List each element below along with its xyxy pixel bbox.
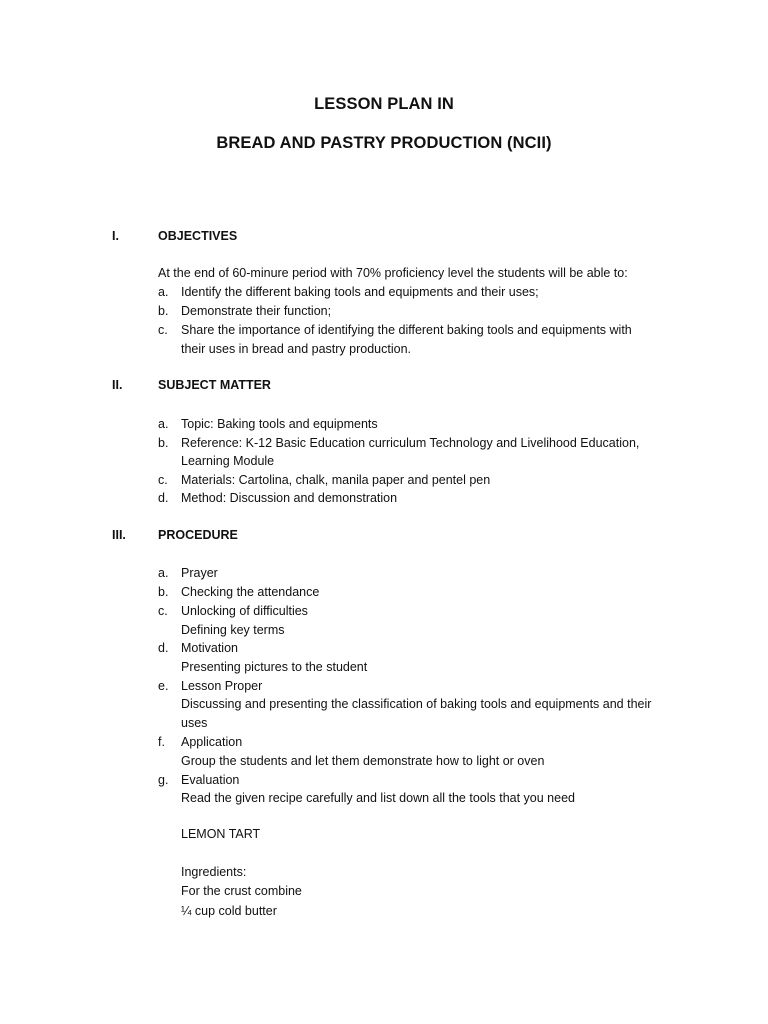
procedure-item-evaluation-detail: Read the given recipe carefully and list down all the tools that you need <box>181 791 575 805</box>
objectives-item-c-cont: their uses in bread and pastry production. <box>181 342 411 356</box>
subject-item-method: Method: Discussion and demonstration <box>181 491 398 505</box>
objectives-item-c: Share the importance of identifying the different baking tools and equipments with <box>181 323 632 337</box>
subject-item-reference-cont: Learning Module <box>181 454 275 468</box>
procedure-marker-a: a. <box>158 566 169 580</box>
subject-marker-d: d. <box>158 491 169 505</box>
procedure-marker-d: d. <box>158 641 169 655</box>
doc-title-line2: BREAD AND PASTRY PRODUCTION (NCII) <box>216 134 552 152</box>
section-heading-subject-matter: SUBJECT MATTER <box>158 378 271 392</box>
procedure-item-prayer: Prayer <box>181 566 218 580</box>
procedure-item-unlocking: Unlocking of difficulties <box>181 604 308 618</box>
objectives-marker-a: a. <box>158 285 169 299</box>
objectives-marker-b: b. <box>158 304 169 318</box>
recipe-name: LEMON TART <box>181 827 261 841</box>
procedure-item-motivation-detail: Presenting pictures to the student <box>181 660 368 674</box>
objectives-item-b: Demonstrate their function; <box>181 304 332 318</box>
section-heading-procedure: PROCEDURE <box>158 528 238 542</box>
subject-item-reference: Reference: K-12 Basic Education curriculum Technology and Livelihood Education, <box>181 436 640 450</box>
subject-marker-a: a. <box>158 417 169 431</box>
procedure-item-lesson-proper-detail: Discussing and presenting the classification of baking tools and equipments and their <box>181 697 652 711</box>
procedure-item-application-detail: Group the students and let them demonstrate how to light or oven <box>181 754 545 768</box>
procedure-marker-f: f. <box>158 735 165 749</box>
recipe-ingredient-line: For the crust combine <box>181 884 302 898</box>
procedure-item-unlocking-detail: Defining key terms <box>181 623 285 637</box>
section-numeral-procedure: III. <box>112 528 126 542</box>
doc-title-line1: LESSON PLAN IN <box>314 95 454 113</box>
recipe-ingredients-label: Ingredients: <box>181 865 247 879</box>
section-numeral-subject-matter: II. <box>112 378 123 392</box>
recipe-ingredient-line: ¼ cup cold butter <box>181 904 277 918</box>
procedure-item-evaluation: Evaluation <box>181 773 240 787</box>
section-heading-objectives: OBJECTIVES <box>158 229 238 243</box>
procedure-item-lesson-proper-detail-cont: uses <box>181 716 208 730</box>
subject-marker-c: c. <box>158 473 168 487</box>
objectives-item-a: Identify the different baking tools and equipments and their uses; <box>181 285 539 299</box>
procedure-marker-g: g. <box>158 773 169 787</box>
subject-item-materials: Materials: Cartolina, chalk, manila paper and pentel pen <box>181 473 491 487</box>
procedure-item-application: Application <box>181 735 243 749</box>
procedure-item-motivation: Motivation <box>181 641 238 655</box>
section-numeral-objectives: I. <box>112 229 119 243</box>
objectives-marker-c: c. <box>158 323 168 337</box>
subject-marker-b: b. <box>158 436 169 450</box>
procedure-marker-b: b. <box>158 585 169 599</box>
procedure-marker-c: c. <box>158 604 168 618</box>
objectives-intro: At the end of 60-minure period with 70% proficiency level the students will be able to: <box>158 266 628 280</box>
procedure-item-lesson-proper: Lesson Proper <box>181 679 263 693</box>
procedure-marker-e: e. <box>158 679 169 693</box>
procedure-item-attendance: Checking the attendance <box>181 585 320 599</box>
subject-item-topic: Topic: Baking tools and equipments <box>181 417 378 431</box>
